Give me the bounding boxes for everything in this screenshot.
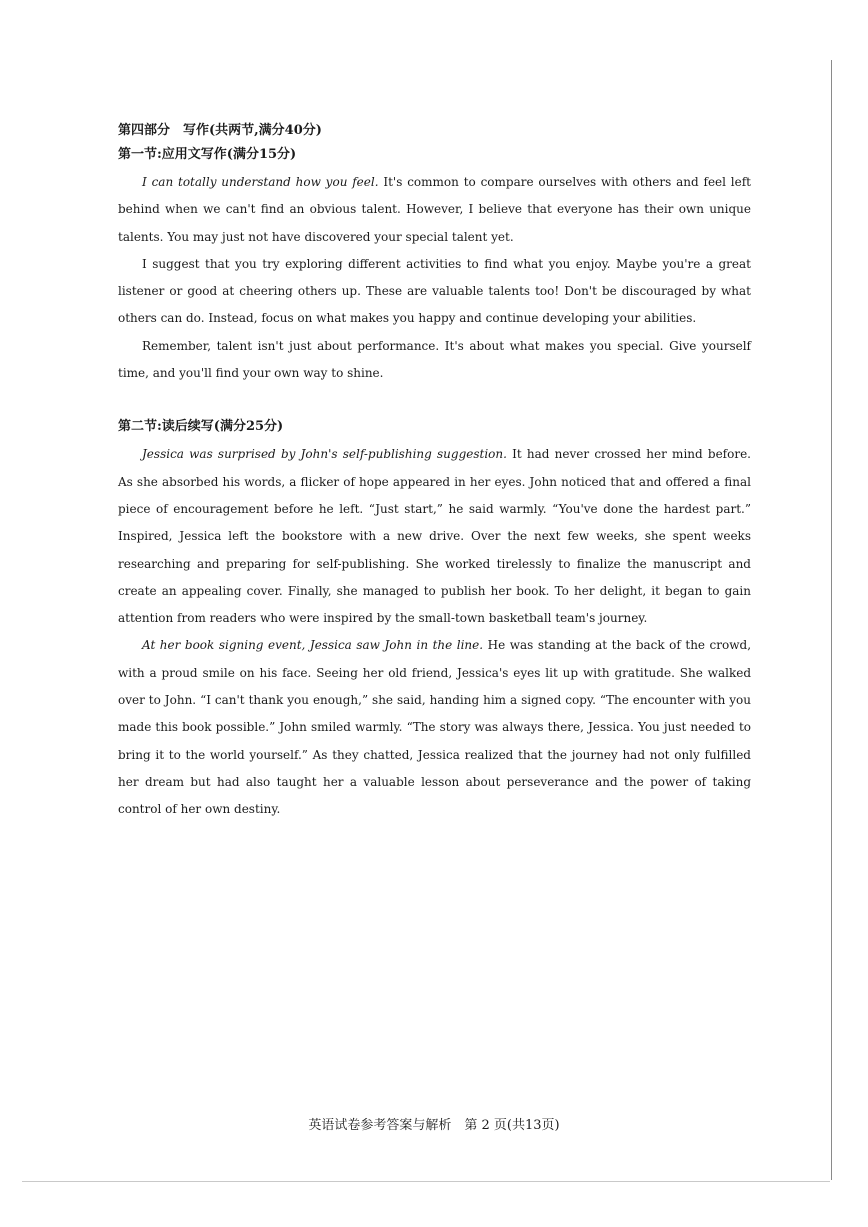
paragraph-lead: At her book signing event, Jessica saw John in the line. (142, 638, 484, 653)
scan-bottom-line (22, 1181, 830, 1182)
section1-paragraph (118, 169, 751, 251)
section2-title: 第二节:读后续写(满分25分) (118, 419, 284, 435)
paragraph-text: It's common to compare ourselves with others and feel left behind when we can't find an obvious talent. However, I believe that everyone has their own unique talents. You may just not have discovered your special talent yet. (118, 175, 752, 244)
document-body (118, 121, 751, 824)
page-footer: 英语试卷参考答案与解析 第 2 页(共13页) (308, 1118, 560, 1133)
section2-paragraph (118, 632, 751, 823)
paragraph-lead: I can totally understand how you feel. (142, 175, 379, 189)
section1-title: 第一节:应用文写作(满分15分) (118, 147, 297, 162)
paragraph-text: I suggest that you try exploring different activities to find what you enjoy. Maybe you're a great listener or good at cheering others up. These are valuable talents too! Don't be discouraged by what others can do. Instead, focus on what makes you happy and continue developing your abilities. (118, 256, 751, 326)
scan-edge-line (831, 60, 832, 1180)
paragraph-text: It had never crossed her mind before. As she absorbed his words, a flicker of hope appeared in her eyes. John noticed that and offered a final piece of encouragement before he left. “Just start,” he said warmly. “You've done the hardest part.” Inspired, Jessica left the bookstore with a new drive. Over the next few weeks, she spent weeks researching and preparing for self-publishing. She worked tirelessly to finalize the manuscript and create an appealing cover. Finally, she managed to publish her book. To her delight, it began to gain attention from readers who were inspired by the small-town basketball team's journey. (118, 447, 751, 626)
section1-paragraph (118, 333, 751, 388)
paragraph-text: He was standing at the back of the crowd, with a proud smile on his face. Seeing her old friend, Jessica's eyes lit up with gratitude. She walked over to John. “I can't thank you enough,” she said, handing him a signed copy. “The encounter with you made this book possible.” John smiled warmly. “The story was always there, Jessica. You just needed to bring it to the world yourself.” As they chatted, Jessica realized that the journey had not only fulfilled her dream but had also taught her a valuable lesson about perseverance and the power of taking control of her own destiny. (118, 638, 752, 817)
section2-paragraph (118, 441, 751, 632)
section1-paragraph (118, 251, 751, 333)
part-title: 第四部分 写作(共两节,满分40分) (118, 123, 322, 138)
paragraph-lead: Jessica was surprised by John's self-publishing suggestion. (142, 447, 507, 462)
paragraph-text: Remember, talent isn't just about performance. It's about what makes you special. Give yourself time, and you'll find your own way to shine. (118, 338, 751, 381)
